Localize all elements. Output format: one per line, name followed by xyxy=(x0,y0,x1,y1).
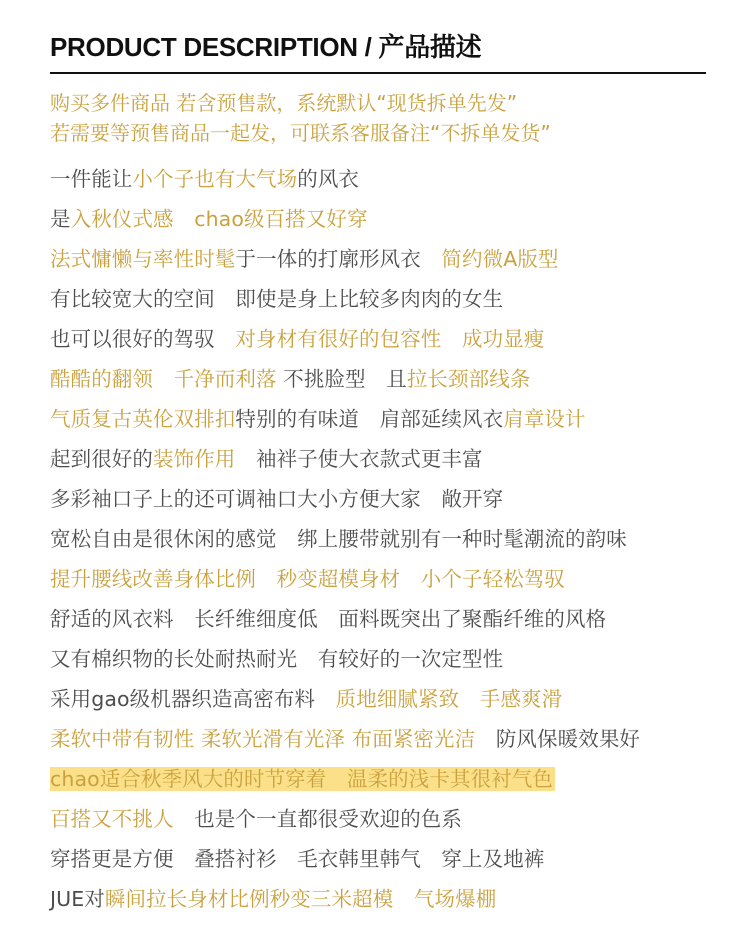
emphasis-text: 酷酷的翻领 千净而利落 xyxy=(50,367,277,391)
description-line xyxy=(50,320,730,360)
body-text: 有比较宽大的空间 即使是身上比较多肉肉的女生 xyxy=(50,287,504,311)
description-line xyxy=(50,880,730,920)
body-text: 多彩袖口子上的还可调袖口大小方便大家 敞开穿 xyxy=(50,487,504,511)
body-text: 起到很好的 xyxy=(50,447,153,471)
body-text: 防风保暖效果好 xyxy=(475,727,641,751)
emphasis-text: 拉长颈部线条 xyxy=(406,367,531,391)
description-body xyxy=(50,160,730,920)
emphasis-text: 肩章设计 xyxy=(503,407,586,431)
body-text: 袖袢子使大衣款式更丰富 xyxy=(235,447,483,471)
emphasis-text: 质地细腻紧致 手感爽滑 xyxy=(335,687,563,711)
body-text: 也是个一直都很受欢迎的色系 xyxy=(173,807,463,831)
title-divider xyxy=(50,72,706,74)
body-text: 于一体的打廓形风衣 xyxy=(235,247,442,271)
emphasis-text: 法式慵懒与率性时髦 xyxy=(50,247,236,271)
description-line xyxy=(50,400,730,440)
emphasis-text: 柔软中带有韧性 柔软光滑有光泽 布面紧密光洁 xyxy=(50,727,476,751)
emphasis-text: 小个子也有大气场 xyxy=(132,167,298,191)
description-line xyxy=(50,800,730,840)
body-text: 又有棉织物的长处耐热耐光 有较好的一次定型性 xyxy=(50,647,504,671)
description-line xyxy=(50,200,730,240)
description-line xyxy=(50,280,730,320)
emphasis-text: 简约微A版型 xyxy=(441,247,559,271)
body-text: 是 xyxy=(50,207,71,231)
emphasis-text: 入秋仪式感 chao级百搭又好穿 xyxy=(70,207,368,231)
body-text: 的风衣 xyxy=(297,167,360,191)
description-line xyxy=(50,600,730,640)
body-text: 采用gao级机器织造高密布料 xyxy=(50,687,336,711)
description-line xyxy=(50,840,730,880)
body-text: 不挑脸型 且 xyxy=(276,367,407,391)
highlighted-text: chao适合秋季风大的时节穿着 温柔的浅卡其很衬气色 xyxy=(50,767,553,791)
emphasis-text: 对身材有很好的包容性 成功显瘦 xyxy=(235,327,545,351)
description-line xyxy=(50,520,730,560)
notice-line: 购买多件商品 若含预售款，系统默认“现货拆单先发” xyxy=(50,91,518,115)
emphasis-text: 瞬间拉长身材比例秒变三米超模 气场爆棚 xyxy=(104,887,497,911)
body-text: 也可以很好的驾驭 xyxy=(50,327,236,351)
description-line xyxy=(50,760,730,800)
section-header xyxy=(50,32,706,62)
presale-notice xyxy=(50,88,710,148)
body-text: 宽松自由是很休闲的感觉 绑上腰带就别有一种时髦潮流的韵味 xyxy=(50,527,627,551)
description-line xyxy=(50,720,730,760)
description-line xyxy=(50,160,730,200)
emphasis-text: 气质复古英伦双排扣 xyxy=(50,407,236,431)
body-text: 特别的有味道 肩部延续风衣 xyxy=(235,407,504,431)
section-title: PRODUCT DESCRIPTION / 产品描述 xyxy=(50,32,482,62)
body-text: 舒适的风衣料 长纤维细度低 面料既突出了聚酯纤维的风格 xyxy=(50,607,607,631)
description-line xyxy=(50,680,730,720)
emphasis-text: 装饰作用 xyxy=(153,447,236,471)
emphasis-text: 百搭又不挑人 xyxy=(50,807,174,831)
body-text: 一件能让 xyxy=(50,167,133,191)
description-line xyxy=(50,360,730,400)
body-text: 穿搭更是方便 叠搭衬衫 毛衣韩里韩气 穿上及地裤 xyxy=(50,847,545,871)
description-line xyxy=(50,440,730,480)
description-line xyxy=(50,480,730,520)
notice-line: 若需要等预售商品一起发，可联系客服备注“不拆单发货” xyxy=(50,121,551,145)
body-text: JUE对 xyxy=(50,887,105,911)
description-line xyxy=(50,240,730,280)
description-line xyxy=(50,560,730,600)
emphasis-text: 提升腰线改善身体比例 秒变超模身材 小个子轻松驾驭 xyxy=(50,567,565,591)
description-line xyxy=(50,640,730,680)
